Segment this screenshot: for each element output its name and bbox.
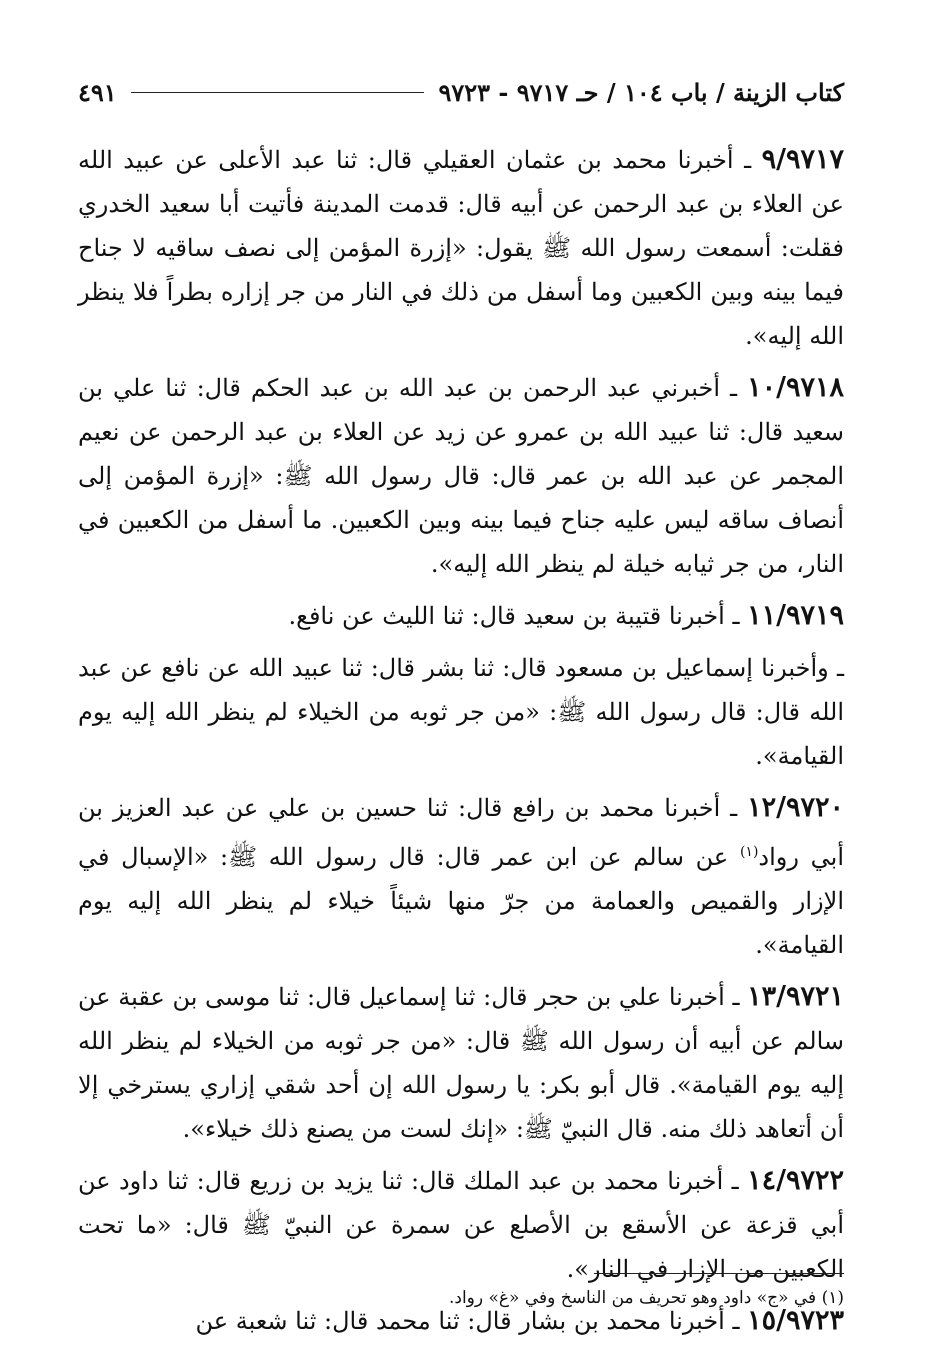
header-rule [131,92,425,93]
hadith-text: ـ أخبرنا قتيبة بن سعيد قال: ثنا الليث عن نافع. [288,602,748,630]
body-text [78,138,844,1351]
hadith-paragraph [78,366,844,586]
hadith-number: ١٥/٩٧٢٣ [747,1305,844,1336]
hadith-text: ـ أخبرنا محمد بن عبد الملك قال: ثنا يزيد بن زريع قال: ثنا داود عن أبي قزعة عن الأسقع بن الأصلع عن سمرة عن النبيّ ﷺ قال: «ما تحت الكعبين من الإزار في النار». [78,1167,844,1283]
hadith-text: ـ أخبرني عبد الرحمن بن عبد الله بن عبد الحكم قال: ثنا علي بن سعيد قال: ثنا عبيد الله بن عمرو عن زيد عن العلاء بن عبد الرحمن عن نعيم المجمر عن عبد الله بن عمر قال: قال رسول الله ﷺ: «إزرة المؤمن إلى أنصاف ساقه ليس عليه جناح فيما بينه وبين الكعبين. ما أسفل من الكعبين في النار، من جر ثيابه خيلة لم ينظر الله إليه». [78,374,844,578]
hadith-paragraph [78,594,844,638]
hadith-number: ١٢/٩٧٢٠ [747,792,845,823]
hadith-text: ـ أخبرنا محمد بن عثمان العقيلي قال: ثنا عبد الأعلى عن عبيد الله عن العلاء بن عبد الرحمن عن أبيه قال: قدمت المدينة فأتيت أبا سعيد الخدري فقلت: أسمعت رسول الله ﷺ يقول: «إزرة المؤمن إلى نصف ساقيه لا جناح فيما بينه وبين الكعبين وما أسفل من ذلك في النار من جر إزاره بطراً فلا ينظر الله إليه». [78,146,844,350]
book-page [78,66,844,1336]
hadith-number: ١٤/٩٧٢٢ [747,1165,844,1196]
hadith-paragraph [78,138,844,358]
hadith-text: ـ أخبرنا علي بن حجر قال: ثنا إسماعيل قال: ثنا موسى بن عقبة عن سالم عن أبيه أن رسول الله ﷺ قال: «من جر ثوبه من الخيلاء لم ينظر الله إليه يوم القيامة». قال أبو بكر: يا رسول الله إن أحد شقي إزاري يسترخي إلا أن أتعاهد ذلك منه. قال النبيّ ﷺ: «إنك لست من يصنع ذلك خيلاء». [78,983,845,1143]
hadith-paragraph [78,1159,844,1291]
hadith-text: ـ وأخبرنا إسماعيل بن مسعود قال: ثنا بشر قال: ثنا عبيد الله عن نافع عن عبد الله قال: قال رسول الله ﷺ: «من جر ثوبه من الخيلاء لم ينظر الله إليه يوم القيامة». [78,654,844,770]
running-header [78,74,844,110]
hadith-number: ٩/٩٧١٧ [761,144,844,175]
hadith-text: ـ أخبرنا محمد بن رافع قال: ثنا حسين بن علي عن عبد العزيز بن أبي رواد [78,794,844,871]
hadith-number: ١٣/٩٧٢١ [747,981,844,1012]
footnote-marker: (١) [739,844,759,860]
footnote: (١) في «ج» داود وهو تحريف من الناسخ وفي «غ» رواد. [448,1288,844,1308]
hadith-paragraph [78,786,844,967]
page-number: ٤٩١ [78,77,117,107]
hadith-number: ١٠/٩٧١٨ [747,372,844,403]
hadith-paragraph [78,646,844,778]
hadith-number: ١١/٩٧١٩ [747,600,844,631]
hadith-paragraph [78,975,844,1151]
chapter-title: كتاب الزينة / باب ١٠٤ / حـ ٩٧١٧ - ٩٧٢٣ [438,77,844,107]
footnote-rule [594,1273,844,1274]
hadith-text: ـ أخبرنا محمد بن بشار قال: ثنا محمد قال: ثنا شعبة عن [195,1307,748,1335]
hadith-text-continued: عن سالم عن ابن عمر قال: قال رسول الله ﷺ: «الإسبال في الإزار والقميص والعمامة من جرّ منها شيئاً خيلاء لم ينظر الله إليه يوم القيامة». [78,843,844,959]
